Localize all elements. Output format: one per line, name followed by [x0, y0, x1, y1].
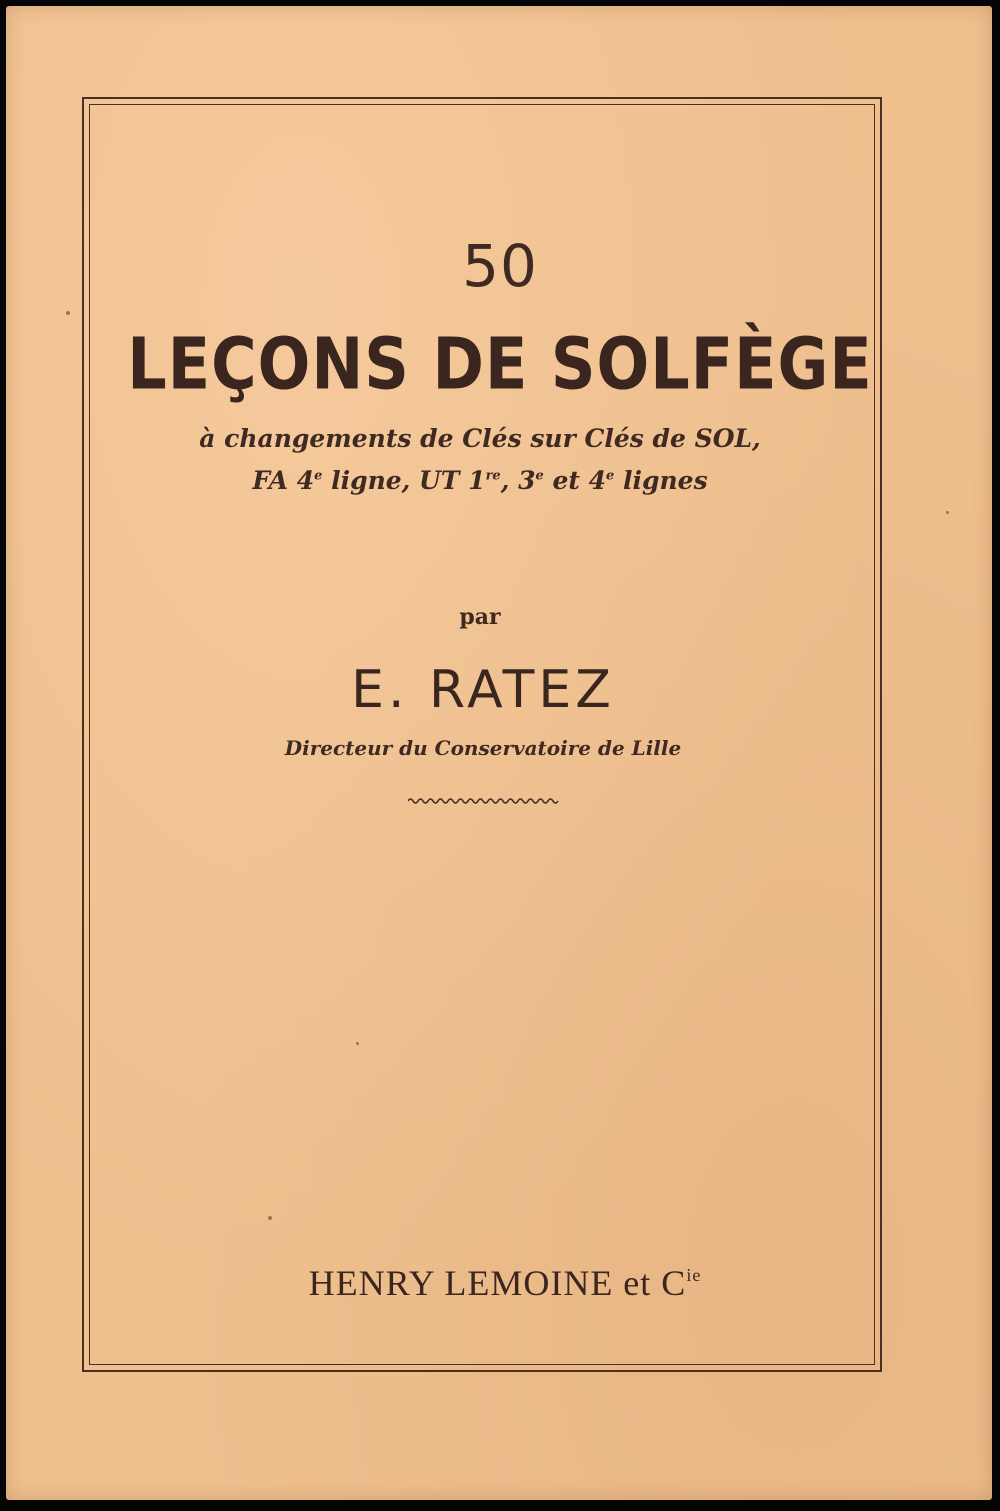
subtitle-part: , 3: [500, 466, 536, 495]
subtitle-part: FA 4: [252, 466, 315, 495]
by-label: par: [459, 604, 501, 630]
author-name: E. RATEZ: [351, 660, 615, 720]
publisher-name: [0, 1262, 1000, 1304]
publisher-suffix: ie: [686, 1265, 702, 1285]
lesson-count: 50: [462, 232, 538, 300]
subtitle-part: et 4: [543, 466, 607, 495]
author-role: Directeur du Conservatoire de Lille: [284, 736, 682, 760]
paper-speck: [66, 311, 70, 315]
book-title: LEÇONS DE SOLFÈGE: [127, 322, 873, 406]
ordinal-suffix: e: [314, 468, 323, 484]
ordinal-suffix: e: [535, 468, 544, 484]
subtitle-line-2: [0, 466, 960, 495]
subtitle-part: lignes: [614, 466, 708, 495]
subtitle-part: ligne, UT 1: [322, 466, 486, 495]
subtitle-line-1: à changements de Clés sur Clés de SOL,: [199, 424, 761, 453]
paper-speck: [946, 511, 949, 514]
ordinal-suffix: re: [485, 468, 501, 484]
ordinal-suffix: e: [606, 468, 615, 484]
wavy-divider-ornament: [408, 796, 560, 806]
publisher-text: HENRY LEMOINE et C: [308, 1263, 687, 1303]
